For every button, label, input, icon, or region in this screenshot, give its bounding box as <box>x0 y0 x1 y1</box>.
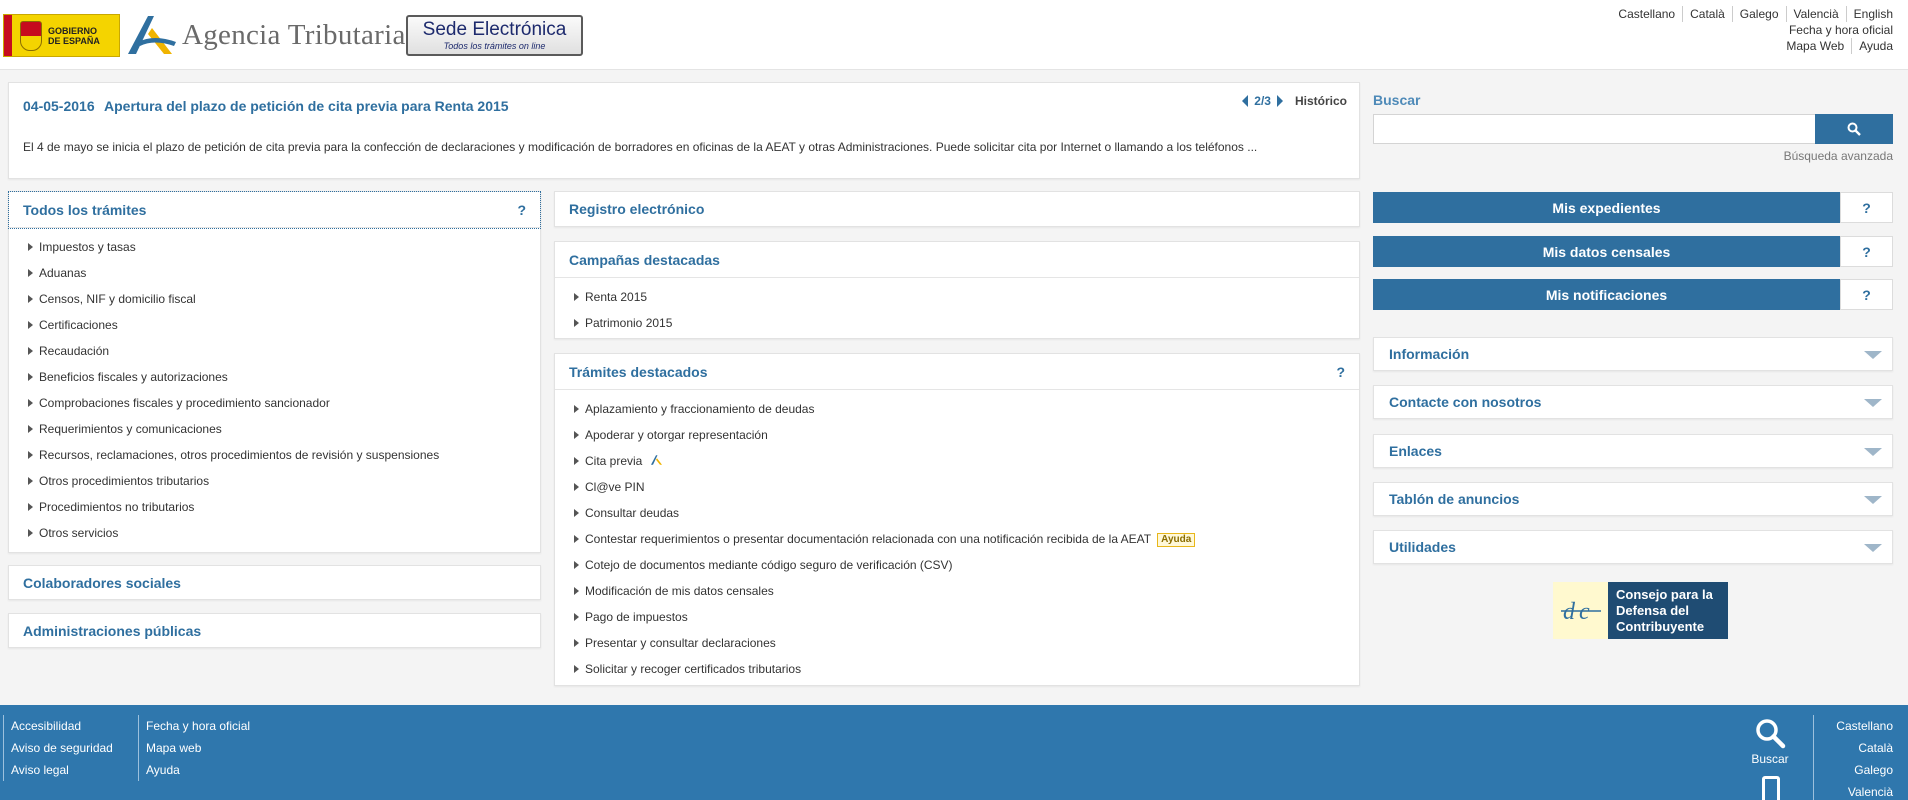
coat-of-arms-icon <box>20 21 42 51</box>
footer <box>0 705 1908 800</box>
list-item[interactable]: Renta 2015 <box>571 284 1359 310</box>
chevron-down-icon <box>1864 399 1882 407</box>
chevron-down-icon <box>1864 351 1882 359</box>
list-item[interactable]: Cotejo de documentos mediante código seguro de verificación (CSV) <box>571 552 1359 578</box>
accordion-tablon[interactable] <box>1373 482 1893 516</box>
aviso-seguridad-link[interactable]: Aviso de seguridad <box>11 741 113 755</box>
accordion-enlaces[interactable] <box>1373 434 1893 468</box>
prev-news-icon[interactable] <box>1242 95 1248 107</box>
accordion-label: Información <box>1389 346 1470 362</box>
list-item[interactable]: Aduanas <box>25 260 540 286</box>
cita-previa-label: Cita previa <box>585 454 643 468</box>
footer-lang-castellano[interactable]: Castellano <box>1836 719 1893 733</box>
tramites-destacados-list <box>555 390 1359 682</box>
mis-notificaciones-help[interactable]: ? <box>1840 279 1893 310</box>
accordion-label: Utilidades <box>1389 539 1456 555</box>
accesibilidad-link[interactable]: Accesibilidad <box>11 719 82 733</box>
search-button[interactable] <box>1815 114 1893 144</box>
lang-galego[interactable]: Galego <box>1732 6 1786 22</box>
list-item[interactable]: Comprobaciones fiscales y procedimiento sancionador <box>25 390 540 416</box>
search-icon <box>1847 122 1861 136</box>
accordion-label: Enlaces <box>1389 443 1442 459</box>
contestar-requerimientos-label: Contestar requerimientos o presentar documentación relacionada con una notificación recibida de la AEAT <box>585 532 1152 546</box>
list-item[interactable] <box>571 448 1359 474</box>
footer-lang-galego[interactable]: Galego <box>1854 763 1893 777</box>
todos-tramites-help[interactable]: ? <box>517 202 526 218</box>
lang-castellano[interactable]: Castellano <box>1618 7 1676 21</box>
footer-search[interactable] <box>1745 717 1795 766</box>
tramites-destacados-title: Trámites destacados <box>569 363 708 380</box>
news-panel <box>8 82 1360 179</box>
news-counter: 2/3 <box>1254 94 1271 108</box>
list-item[interactable]: Certificaciones <box>25 312 540 338</box>
campanas-title: Campañas destacadas <box>569 251 720 268</box>
footer-search-label: Buscar <box>1751 752 1789 766</box>
language-links <box>1611 6 1893 22</box>
chevron-down-icon <box>1864 496 1882 504</box>
campanas-list <box>555 278 1359 336</box>
todos-tramites-title: Todos los trámites <box>23 201 147 218</box>
footer-site-map-link[interactable]: Mapa web <box>146 741 202 755</box>
footer-lang-valencia[interactable]: Valencià <box>1847 785 1893 799</box>
campanas-header[interactable] <box>555 242 1359 278</box>
news-title: Apertura del plazo de petición de cita previa para Renta 2015 <box>104 98 509 114</box>
search-input[interactable] <box>1373 114 1816 144</box>
list-item[interactable]: Otros servicios <box>25 520 540 546</box>
aeat-mark-icon <box>124 12 180 58</box>
list-item[interactable]: Patrimonio 2015 <box>571 310 1359 336</box>
registro-panel[interactable] <box>554 191 1360 227</box>
list-item[interactable]: Procedimientos no tributarios <box>25 494 540 520</box>
footer-lang-catala[interactable]: Català <box>1858 741 1893 755</box>
mis-notificaciones-button[interactable]: Mis notificaciones <box>1373 279 1840 310</box>
gobierno-text: GOBIERNO DE ESPAÑA <box>48 25 100 46</box>
ayuda-badge[interactable]: Ayuda <box>1157 533 1195 547</box>
history-link[interactable]: Histórico <box>1294 94 1347 108</box>
tramites-destacados-help[interactable]: ? <box>1336 364 1345 380</box>
svg-text:c: c <box>1578 598 1590 625</box>
top-links <box>1611 6 1893 54</box>
news-body: El 4 de mayo se inicia el plazo de petición de cita previa para la confección de declaraciones y modificación de borradores en oficinas de la AEAT y otras Administraciones. Puede solicitar cita por Internet o llamando a los teléfonos ... <box>23 140 1258 154</box>
footer-languages <box>1813 715 1893 800</box>
todos-tramites-list <box>9 228 540 546</box>
list-item[interactable]: Modificación de mis datos censales <box>571 578 1359 604</box>
todos-tramites-panel <box>8 191 541 553</box>
help-link[interactable]: Ayuda <box>1851 38 1893 54</box>
campanas-panel <box>554 241 1360 339</box>
cdc-text: Consejo para la Defensa del Contribuyente <box>1616 586 1713 634</box>
next-news-icon[interactable] <box>1277 95 1283 107</box>
list-item[interactable] <box>571 526 1359 552</box>
list-item[interactable]: Censos, NIF y domicilio fiscal <box>25 286 540 312</box>
list-item[interactable]: Solicitar y recoger certificados tributarios <box>571 656 1359 682</box>
list-item[interactable]: Impuestos y tasas <box>25 234 540 260</box>
gobierno-logo[interactable] <box>3 14 120 57</box>
accordion-contacte[interactable] <box>1373 385 1893 419</box>
list-item[interactable]: Aplazamiento y fraccionamiento de deudas <box>571 396 1359 422</box>
mis-expedientes-button[interactable]: Mis expedientes <box>1373 192 1840 223</box>
mis-expedientes-help[interactable]: ? <box>1840 192 1893 223</box>
registro-title: Registro electrónico <box>569 201 705 217</box>
lang-valencia[interactable]: Valencià <box>1786 6 1846 22</box>
agency-name: Agencia Tributaria <box>182 18 406 51</box>
sede-electronica-logo[interactable] <box>406 15 583 56</box>
news-navigation <box>1242 94 1347 108</box>
footer-col-1 <box>3 715 113 781</box>
colaboradores-panel[interactable] <box>8 565 541 600</box>
footer-col-2 <box>138 715 250 781</box>
advanced-search-link[interactable]: Búsqueda avanzada <box>1783 149 1893 163</box>
lang-catala[interactable]: Català <box>1682 6 1732 22</box>
mis-datos-censales-button[interactable]: Mis datos censales <box>1373 236 1840 267</box>
administraciones-panel[interactable] <box>8 613 541 648</box>
list-item[interactable]: Requerimientos y comunicaciones <box>25 416 540 442</box>
svg-text:d: d <box>1562 598 1575 625</box>
cdc-banner[interactable] <box>1553 582 1728 639</box>
aeat-small-icon <box>650 454 664 466</box>
site-map-link[interactable]: Mapa Web <box>1786 39 1845 53</box>
sede-title: Sede Electrónica <box>422 19 567 40</box>
accordion-label: Contacte con nosotros <box>1389 394 1542 410</box>
aviso-legal-link[interactable]: Aviso legal <box>11 763 69 777</box>
todos-tramites-header[interactable] <box>9 192 540 228</box>
list-item[interactable]: Apoderar y otorgar representación <box>571 422 1359 448</box>
news-headline[interactable] <box>23 98 509 114</box>
chevron-down-icon <box>1864 544 1882 552</box>
list-item[interactable]: Recaudación <box>25 338 540 364</box>
list-item[interactable]: Cl@ve PIN <box>571 474 1359 500</box>
colaboradores-title: Colaboradores sociales <box>23 574 181 591</box>
accordion-informacion[interactable] <box>1373 337 1893 371</box>
gobierno-stripe <box>4 15 12 56</box>
aeat-logo[interactable] <box>124 12 406 58</box>
list-item[interactable]: Pago de impuestos <box>571 604 1359 630</box>
list-item[interactable]: Beneficios fiscales y autorizaciones <box>25 364 540 390</box>
official-time-link[interactable]: Fecha y hora oficial <box>1788 23 1893 37</box>
cdc-logo-icon <box>1553 582 1608 639</box>
footer-official-time-link[interactable]: Fecha y hora oficial <box>146 719 251 733</box>
mobile-icon[interactable] <box>1762 776 1780 800</box>
administraciones-title: Administraciones públicas <box>23 622 202 639</box>
header <box>0 0 1908 70</box>
list-item[interactable]: Otros procedimientos tributarios <box>25 468 540 494</box>
mis-datos-censales-help[interactable]: ? <box>1840 236 1893 267</box>
list-item[interactable]: Recursos, reclamaciones, otros procedimientos de revisión y suspensiones <box>25 442 540 468</box>
news-date: 04-05-2016 <box>23 98 95 114</box>
chevron-down-icon <box>1864 448 1882 456</box>
accordion-label: Tablón de anuncios <box>1389 491 1520 507</box>
search-label: Buscar <box>1373 92 1421 108</box>
search-icon <box>1754 717 1786 749</box>
accordion-utilidades[interactable] <box>1373 530 1893 564</box>
list-item[interactable]: Presentar y consultar declaraciones <box>571 630 1359 656</box>
tramites-destacados-panel <box>554 353 1360 686</box>
tramites-destacados-header[interactable] <box>555 354 1359 390</box>
list-item[interactable]: Consultar deudas <box>571 500 1359 526</box>
lang-english[interactable]: English <box>1846 6 1893 22</box>
footer-help-link[interactable]: Ayuda <box>146 763 180 777</box>
sede-subtitle: Todos los trámites on line <box>443 41 546 51</box>
